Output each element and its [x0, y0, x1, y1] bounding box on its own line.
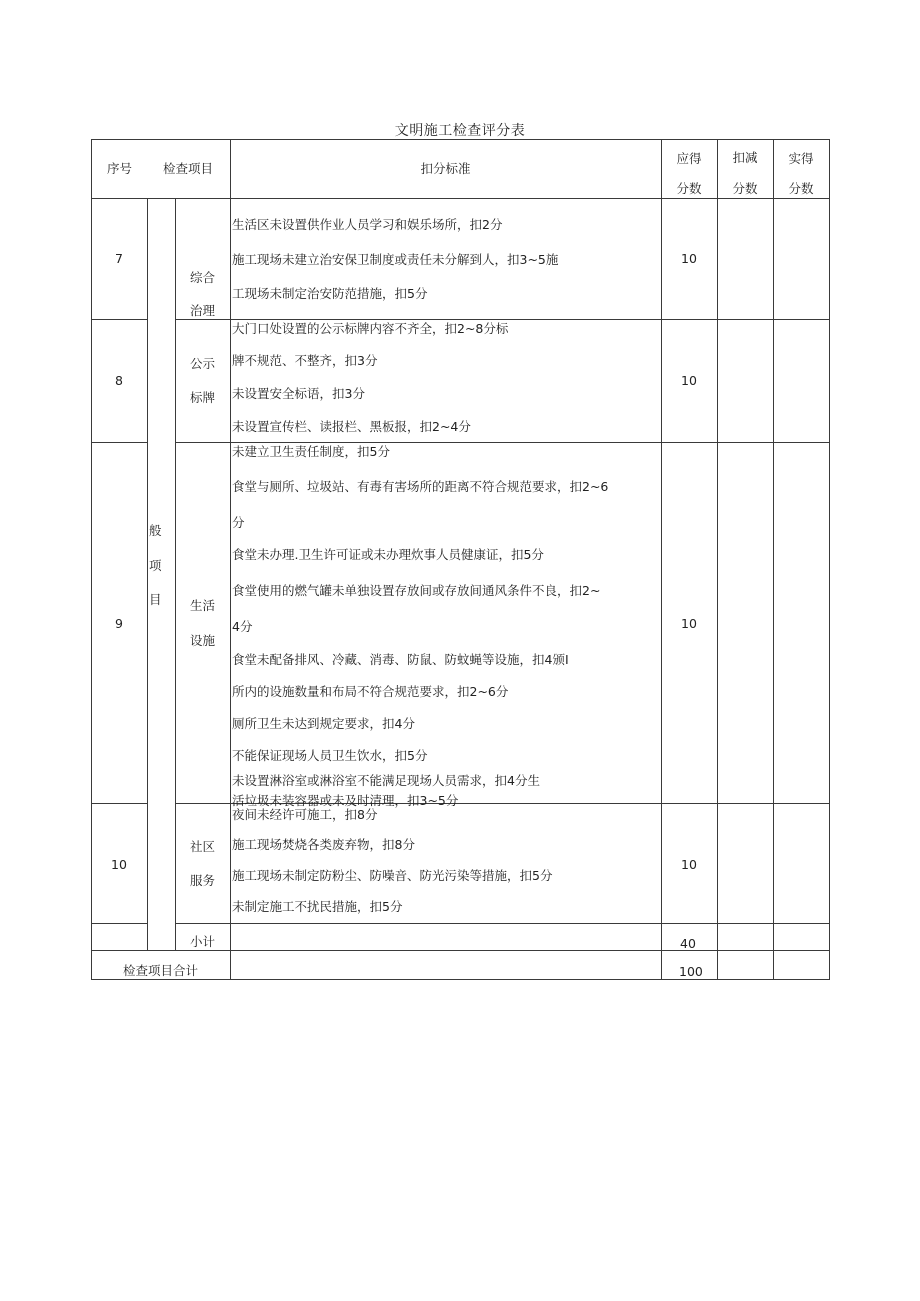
row-item-name: 服务 [189, 873, 215, 888]
row-rule [91, 803, 147, 804]
header-actual-score: 实得 [788, 151, 814, 166]
col-rule [230, 139, 231, 980]
criteria-line: 牌不规范、不整齐，扣3分 [232, 353, 378, 368]
row-rule [91, 319, 147, 320]
total-score: 100 [679, 964, 703, 979]
total-label: 检查项目合计 [122, 963, 198, 978]
criteria-line: 未建立卫生责任制度，扣5分 [232, 444, 390, 459]
criteria-line: 施工现场未制定防粉尘、防噪音、防光污染等措施，扣5分 [232, 868, 553, 883]
header-seq: 序号 [107, 161, 133, 176]
row-rule [91, 950, 830, 951]
subtotal-label: 小计 [190, 934, 216, 949]
table-border-top [91, 139, 830, 140]
row-due-score: 10 [681, 373, 697, 388]
row-seq: 10 [111, 857, 127, 872]
row-rule [175, 319, 830, 320]
criteria-line: 食堂与厕所、垃圾站、有毒有害场所的距离不符合规范要求，扣2~6 [232, 479, 609, 494]
row-rule [175, 923, 830, 924]
criteria-line: 食堂未办理.卫生许可证或未办理炊事人员健康证，扣5分 [232, 547, 544, 562]
row-item-name: 社区 [189, 839, 215, 854]
row-rule [91, 442, 147, 443]
col-rule [717, 139, 718, 980]
page-title: 文明施工检查评分表 [394, 123, 526, 139]
row-item-name: 标牌 [189, 390, 215, 405]
criteria-overflow [232, 793, 660, 808]
general-items-label: 项 [149, 558, 162, 573]
row-item-name: 生活 [189, 598, 215, 613]
table-border-right [829, 139, 830, 980]
row-rule [175, 442, 830, 443]
criteria-line-cut: 活垃圾未装容器或未及时清理，扣3~5分 [232, 793, 459, 808]
criteria-line: 未设置安全标语，扣3分 [232, 386, 365, 401]
row-due-score: 10 [681, 616, 697, 631]
row-rule [91, 923, 147, 924]
header-item: 检查项目 [163, 161, 214, 176]
criteria-line: 4分 [232, 619, 253, 634]
general-items-label: 般 [149, 523, 162, 538]
criteria-line: 食堂使用的燃气罐未单独设置存放间或存放间通风条件不良，扣2~ [232, 583, 601, 598]
row-item-name: 综合 [189, 270, 215, 285]
header-criteria: 扣分标准 [420, 161, 471, 176]
row-due-score: 10 [681, 857, 697, 872]
criteria-line: 未制定施工不扰民措施，扣5分 [232, 899, 403, 914]
criteria-line: 所内的设施数量和布局不符合规范要求，扣2~6分 [232, 684, 509, 699]
criteria-line: 厕所卫生未达到规定要求，扣4分 [232, 716, 415, 731]
row-seq: 7 [115, 251, 123, 266]
header-deduct-score: 扣减 [732, 150, 758, 165]
criteria-line: 施工现场未建立治安保卫制度或责任未分解到人，扣3~5施 [232, 252, 559, 267]
general-items-label: 目 [149, 592, 162, 607]
subtotal-score: 40 [680, 936, 696, 951]
row-seq: 8 [115, 373, 123, 388]
criteria-line: 工现场未制定治安防范措施，扣5分 [232, 286, 428, 301]
header-actual-score: 分数 [788, 181, 814, 196]
criteria-line: 生活区未设置供作业人员学习和娱乐场所，扣2分 [232, 217, 503, 232]
criteria-line: 不能保证现场人员卫生饮水，扣5分 [232, 748, 428, 763]
table-border-bottom [91, 979, 830, 980]
row-item-name: 公示 [189, 356, 215, 371]
row-due-score: 10 [681, 251, 697, 266]
header-due-score: 分数 [676, 181, 702, 196]
col-rule [147, 198, 148, 951]
score-table [91, 139, 830, 980]
criteria-line: 未设置宣传栏、读报栏、黑板报，扣2~4分 [232, 419, 471, 434]
row-seq: 9 [115, 616, 123, 631]
criteria-line: 施工现场焚烧各类废弃物，扣8分 [232, 837, 415, 852]
header-deduct-score: 分数 [732, 181, 758, 196]
row-item-name: 设施 [189, 633, 215, 648]
criteria-line: 未设置淋浴室或淋浴室不能满足现场人员需求，扣4分生 [232, 773, 540, 788]
criteria-line: 夜间未经许可施工，扣8分 [232, 807, 378, 822]
criteria-line: 大门口处设置的公示标牌内容不齐全，扣2~8分标 [232, 321, 509, 336]
criteria-line: 分 [232, 515, 245, 530]
header-rule [91, 198, 830, 199]
col-rule [773, 139, 774, 980]
header-due-score: 应得 [676, 151, 702, 166]
criteria-line: 食堂未配备排风、冷藏、消毒、防鼠、防蚊蝇等设施，扣4颁I [232, 652, 569, 667]
row-item-name: 治理 [189, 303, 215, 318]
